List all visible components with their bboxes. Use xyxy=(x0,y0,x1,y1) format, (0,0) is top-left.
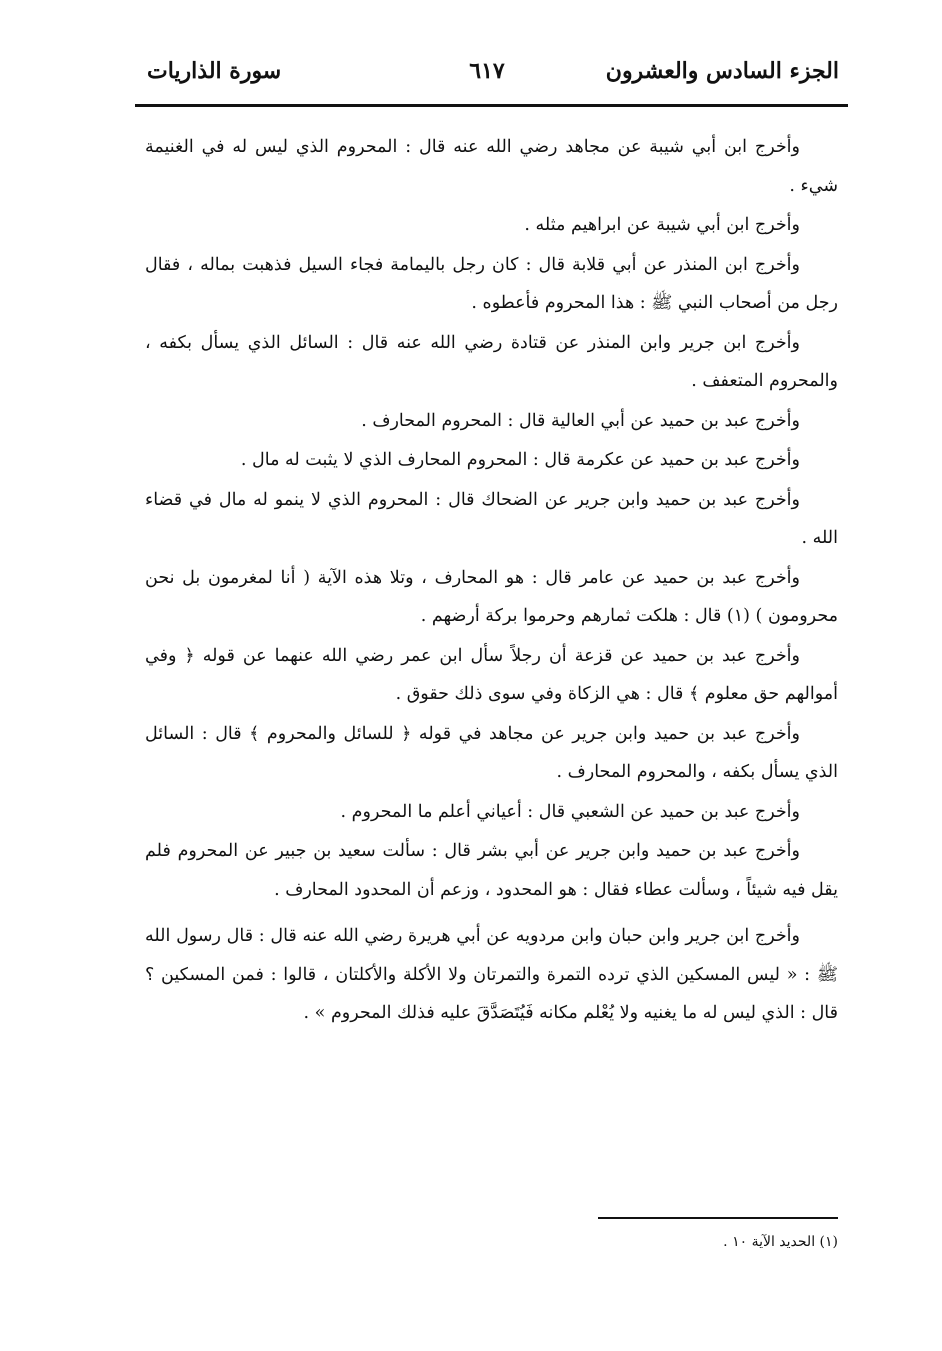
page-number: ٦١٧ xyxy=(469,58,505,84)
paragraph: وأخرج ابن جرير وابن المنذر عن قتادة رضي الله عنه قال : السائل الذي يسأل بكفه ، والمحروم المتعفف . xyxy=(145,332,838,391)
surah-title: سورة الذاريات xyxy=(147,58,282,84)
paragraph: وأخرج ابن المنذر عن أبي قلابة قال : كان رجل باليمامة فجاء السيل فذهبت بماله ، فقال رجل من أصحاب النبي ﷺ : هذا المحروم فأعطوه . xyxy=(145,254,838,313)
page-body xyxy=(145,128,838,1033)
part-title: الجزء السادس والعشرون xyxy=(605,58,839,84)
footnote-divider xyxy=(598,1217,838,1219)
paragraph: وأخرج ابن أبي شيبة عن مجاهد رضي الله عنه قال : المحروم الذي ليس له في الغنيمة شيء . xyxy=(145,137,838,196)
paragraph: وأخرج عبد بن حميد عن الشعبي قال : أعياني أعلم ما المحروم . xyxy=(340,801,800,822)
paragraph: وأخرج عبد بن حميد وابن جرير عن مجاهد في قوله ﴿ للسائل والمحروم ﴾ قال : السائل الذي يسأل بكفه ، والمحروم المحارف . xyxy=(145,723,838,782)
header-divider xyxy=(135,104,848,107)
footnote: (١) الحديد الآية ١٠ . xyxy=(723,1234,838,1250)
paragraph: وأخرج عبد بن حميد عن أبي العالية قال : المحروم المحارف . xyxy=(361,410,800,431)
paragraph: وأخرج عبد بن حميد عن عكرمة قال : المحروم المحارف الذي لا يثبت له مال . xyxy=(240,450,800,470)
paragraph: وأخرج ابن جرير وابن حبان وابن مردويه عن أبي هريرة رضي الله عنه قال : قال رسول الله ﷺ : « ليس المسكين الذي ترده التمرة والتمرتان ولا الأكلة والأكلتان ، قالوا : فمن المسكين ؟ قال : الذي ليس له ما يغنيه ولا يُعْلم مكانه فَيُتَصَدَّقَ عليه فذلك المحروم » . xyxy=(145,926,838,1023)
paragraph: وأخرج عبد بن حميد وابن جرير عن الضحاك قال : المحروم الذي لا ينمو له مال في قضاء الله . xyxy=(145,489,838,548)
paragraph: وأخرج ابن أبي شيبة عن ابراهيم مثله . xyxy=(524,215,800,235)
paragraph: وأخرج عبد بن حميد وابن جرير عن أبي بشر قال : سألت سعيد بن جبير عن المحروم فلم يقل فيه شيئاً ، وسألت عطاء فقال : هو المحدود ، وزعم أن المحدود المحارف . xyxy=(145,841,838,900)
paragraph: وأخرج عبد بن حميد عن عامر قال : هو المحارف ، وتلا هذه الآية ( أنا لمغرمون بل نحن محرومون ) (١) قال : هلكت ثمارهم وحرموا بركة أرضهم . xyxy=(145,567,838,626)
paragraph: وأخرج عبد بن حميد عن قزعة أن رجلاً سأل ابن عمر رضي الله عنهما عن قوله ﴿ وفي أموالهم حق معلوم ﴾ قال : هي الزكاة وفي سوى ذلك حقوق . xyxy=(145,645,838,704)
page-header xyxy=(135,58,839,98)
